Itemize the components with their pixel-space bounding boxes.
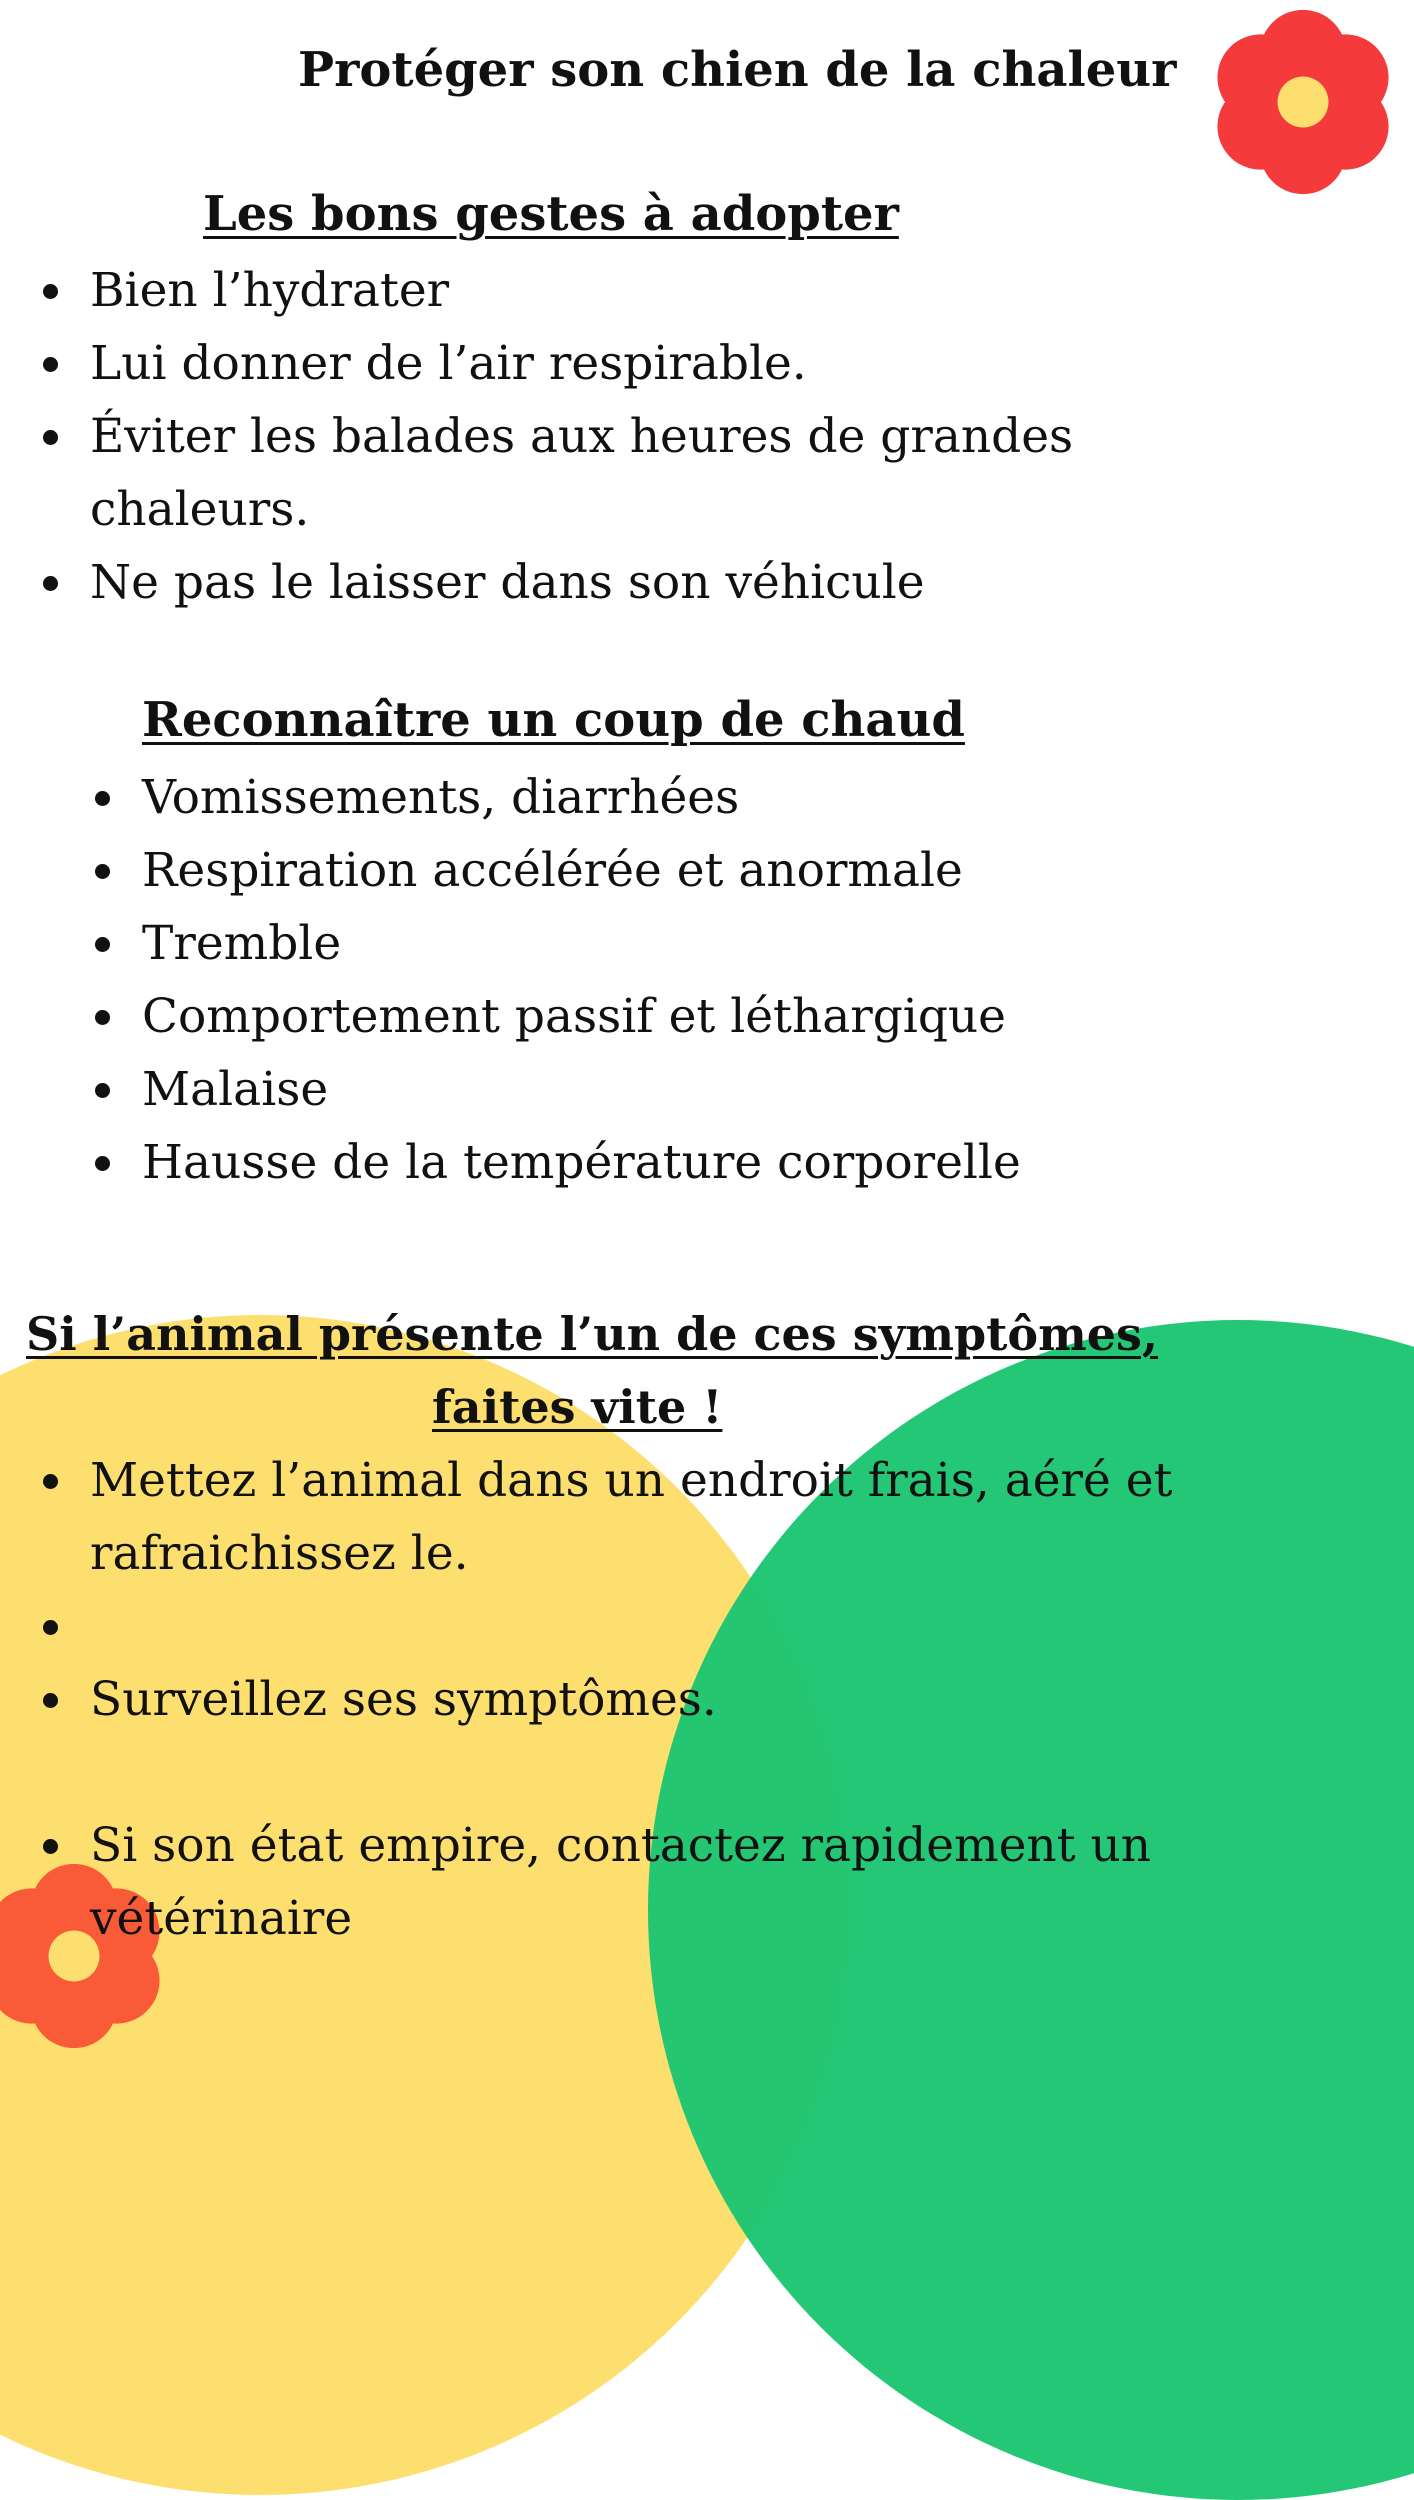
list-item: [142, 980, 1242, 1053]
list-item-text: Bien l’hydrater: [90, 263, 450, 318]
actions-heading-continued: faites vite !: [432, 1380, 723, 1434]
bullet-icon: [95, 864, 110, 879]
bullet-icon: [43, 1839, 58, 1854]
list-item: [90, 1590, 1190, 1663]
bullet-icon: [95, 1083, 110, 1098]
good-practices-heading: Les bons gestes à adopter: [203, 186, 899, 242]
list-item: [90, 327, 1190, 400]
actions-heading: Si l’animal présente l’un de ces symptômes,: [26, 1307, 1158, 1361]
bullet-icon: [95, 1010, 110, 1025]
good-practices-list: [90, 254, 1190, 619]
list-item-text: Mettez l’animal dans un endroit frais, aéré et: [90, 1453, 1173, 1508]
bullet-icon: [95, 937, 110, 952]
bullet-icon: [95, 791, 110, 806]
list-item: [90, 254, 1190, 327]
symptoms-heading: Reconnaître un coup de chaud: [142, 692, 965, 748]
bullet-icon: [43, 357, 58, 372]
list-item: [90, 1444, 1190, 1590]
list-item: [142, 834, 1242, 907]
page-title-text: Protéger son chien de la chaleur: [298, 42, 1177, 98]
list-item: [142, 1126, 1242, 1199]
list-item-text-continued: chaleurs.: [90, 482, 310, 537]
list-item: [90, 1663, 1190, 1736]
actions-list: [90, 1444, 1190, 1955]
bullet-icon: [43, 1620, 58, 1635]
bullet-icon: [43, 1474, 58, 1489]
list-item-text: Comportement passif et léthargique: [142, 989, 1006, 1044]
list-item-text: Malaise: [142, 1062, 329, 1117]
symptoms-list: [142, 761, 1242, 1199]
list-item-text: Lui donner de l’air respirable.: [90, 336, 807, 391]
list-item: [142, 907, 1242, 980]
list-item-text: Respiration accélérée et anormale: [142, 843, 963, 898]
list-item: [90, 546, 1190, 619]
list-item: [142, 1053, 1242, 1126]
list-item: [90, 1809, 1190, 1955]
list-item-text: Si son état empire, contactez rapidement un: [90, 1818, 1152, 1873]
list-item-text-continued: vétérinaire: [90, 1891, 353, 1946]
list-item-text: Éviter les balades aux heures de grandes: [90, 409, 1074, 464]
list-item-text: Surveillez ses symptômes.: [90, 1672, 717, 1727]
list-item-text: Tremble: [142, 916, 342, 971]
list-item-text-continued: rafraichissez le.: [90, 1526, 469, 1581]
list-item-text: Ne pas le laisser dans son véhicule: [90, 555, 925, 610]
bullet-icon: [43, 576, 58, 591]
bullet-icon: [95, 1156, 110, 1171]
list-item: [142, 761, 1242, 834]
list-item-text: Hausse de la température corporelle: [142, 1135, 1021, 1190]
bullet-icon: [43, 284, 58, 299]
bullet-icon: [43, 430, 58, 445]
list-item-text: Vomissements, diarrhées: [142, 770, 740, 825]
list-item: [90, 400, 1190, 546]
bullet-icon: [43, 1693, 58, 1708]
